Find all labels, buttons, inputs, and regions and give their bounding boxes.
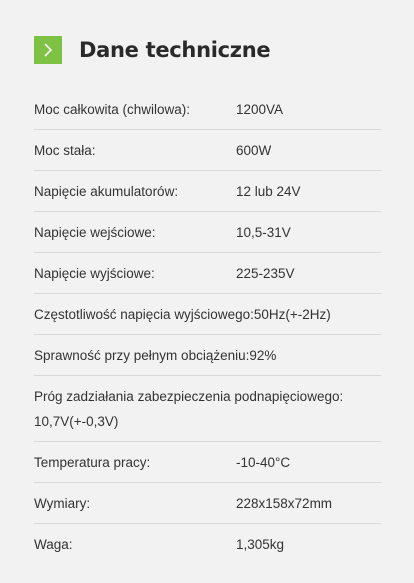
spec-label: Sprawność przy pełnym obciążeniu: — [34, 347, 250, 363]
spec-label: Waga: — [34, 536, 73, 552]
spec-label: Próg zadziałania zabezpieczenia podnapięciowego: — [34, 388, 344, 404]
spec-row — [34, 212, 381, 253]
spec-row — [34, 171, 381, 212]
section-title: Dane techniczne — [79, 38, 271, 62]
spec-row — [34, 130, 381, 171]
spec-label: Napięcie wejściowe: — [34, 224, 156, 240]
spec-label: Temperatura pracy: — [34, 454, 151, 470]
spec-row — [34, 253, 381, 294]
spec-value: 10,5-31V — [236, 224, 291, 240]
spec-value: 92% — [249, 347, 277, 363]
spec-row — [34, 294, 381, 335]
spec-row — [34, 524, 381, 565]
chevron-right-icon[interactable] — [34, 36, 62, 64]
spec-value: 225-235V — [236, 265, 295, 281]
spec-value: 10,7V(+-0,3V) — [34, 413, 119, 429]
spec-label: Napięcie akumulatorów: — [34, 183, 179, 199]
spec-table — [34, 89, 381, 565]
spec-row — [34, 483, 381, 524]
section-header — [34, 36, 270, 64]
spec-label: Wymiary: — [34, 495, 91, 511]
spec-row — [34, 335, 381, 376]
spec-label: Napięcie wyjściowe: — [34, 265, 155, 281]
spec-value: 1,305kg — [236, 536, 285, 552]
spec-row — [34, 442, 381, 483]
spec-label: Moc całkowita (chwilowa): — [34, 101, 191, 117]
spec-label: Częstotliwość napięcia wyjściowego: — [34, 306, 254, 322]
spec-value: 50Hz(+-2Hz) — [253, 306, 331, 322]
spec-value: 228x158x72mm — [236, 495, 333, 511]
spec-row — [34, 89, 381, 130]
spec-label: Moc stała: — [34, 142, 96, 158]
spec-value: -10-40°C — [236, 454, 291, 470]
spec-row — [34, 376, 381, 442]
spec-value: 600W — [236, 142, 272, 158]
spec-value: 1200VA — [236, 101, 284, 117]
spec-value: 12 lub 24V — [236, 183, 301, 199]
